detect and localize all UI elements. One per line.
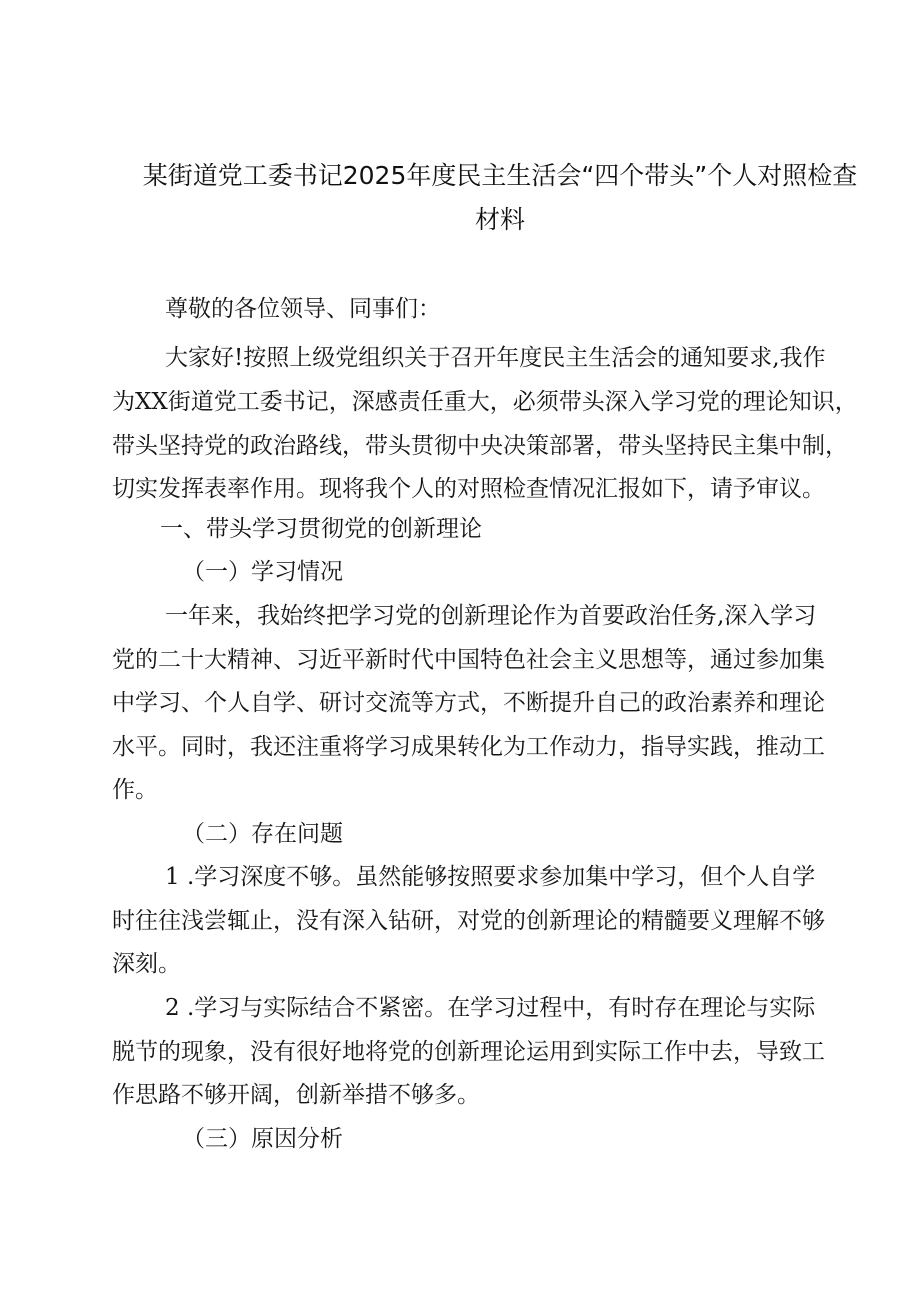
document-title-line-2: 材料 <box>474 205 525 234</box>
intro-line-1: 大家好!按照上级党组织关于召开年度民主生活会的通知要求,我作 <box>165 345 826 371</box>
subsection-1-heading: （一）学习情况 <box>182 559 343 585</box>
subsection-1-line-1: 一年来，我始终把学习党的创新理论作为首要政治任务,深入学习 <box>165 603 817 629</box>
problem-1-line-2: 时往往浅尝辄止，没有深入钻研，对党的创新理论的精髓要义理解不够 <box>112 908 825 934</box>
subsection-1-line-4: 水平。同时，我还注重将学习成果转化为工作动力，指导实践，推动工 <box>112 734 825 760</box>
section-1-heading: 一、带头学习贯彻党的创新理论 <box>160 516 482 542</box>
document-title-line-1: 某街道党工委书记2025年度民主生活会“四个带头”个人对照检查 <box>142 161 858 190</box>
problem-2-line-3: 作思路不够开阔，创新举措不够多。 <box>112 1082 480 1108</box>
problem-1-line-1: 1 .学习深度不够。虽然能够按照要求参加集中学习，但个人自学 <box>165 864 816 890</box>
problem-1-line-3: 深刻。 <box>112 951 181 977</box>
subsection-1-line-3: 中学习、个人自学、研讨交流等方式，不断提升自己的政治素养和理论 <box>112 690 825 716</box>
intro-line-3: 带头坚持党的政治路线，带头贯彻中央决策部署，带头坚持民主集中制， <box>112 433 848 459</box>
subsection-1-line-5: 作。 <box>112 777 158 803</box>
subsection-1-line-2: 党的二十大精神、习近平新时代中国特色社会主义思想等，通过参加集 <box>112 647 825 673</box>
problem-2-line-2: 脱节的现象，没有很好地将党的创新理论运用到实际工作中去，导致工 <box>112 1039 825 1065</box>
intro-line-2: 为XX街道党工委书记，深感责任重大，必须带头深入学习党的理论知识， <box>112 389 858 415</box>
subsection-2-heading: （二）存在问题 <box>182 821 343 847</box>
problem-2-line-1: 2 .学习与实际结合不紧密。在学习过程中，有时存在理论与实际 <box>165 995 816 1021</box>
subsection-3-heading: （三）原因分析 <box>182 1126 343 1152</box>
intro-line-4: 切实发挥表率作用。现将我个人的对照检查情况汇报如下，请予审议。 <box>112 476 825 502</box>
salutation: 尊敬的各位领导、同事们： <box>165 296 441 322</box>
